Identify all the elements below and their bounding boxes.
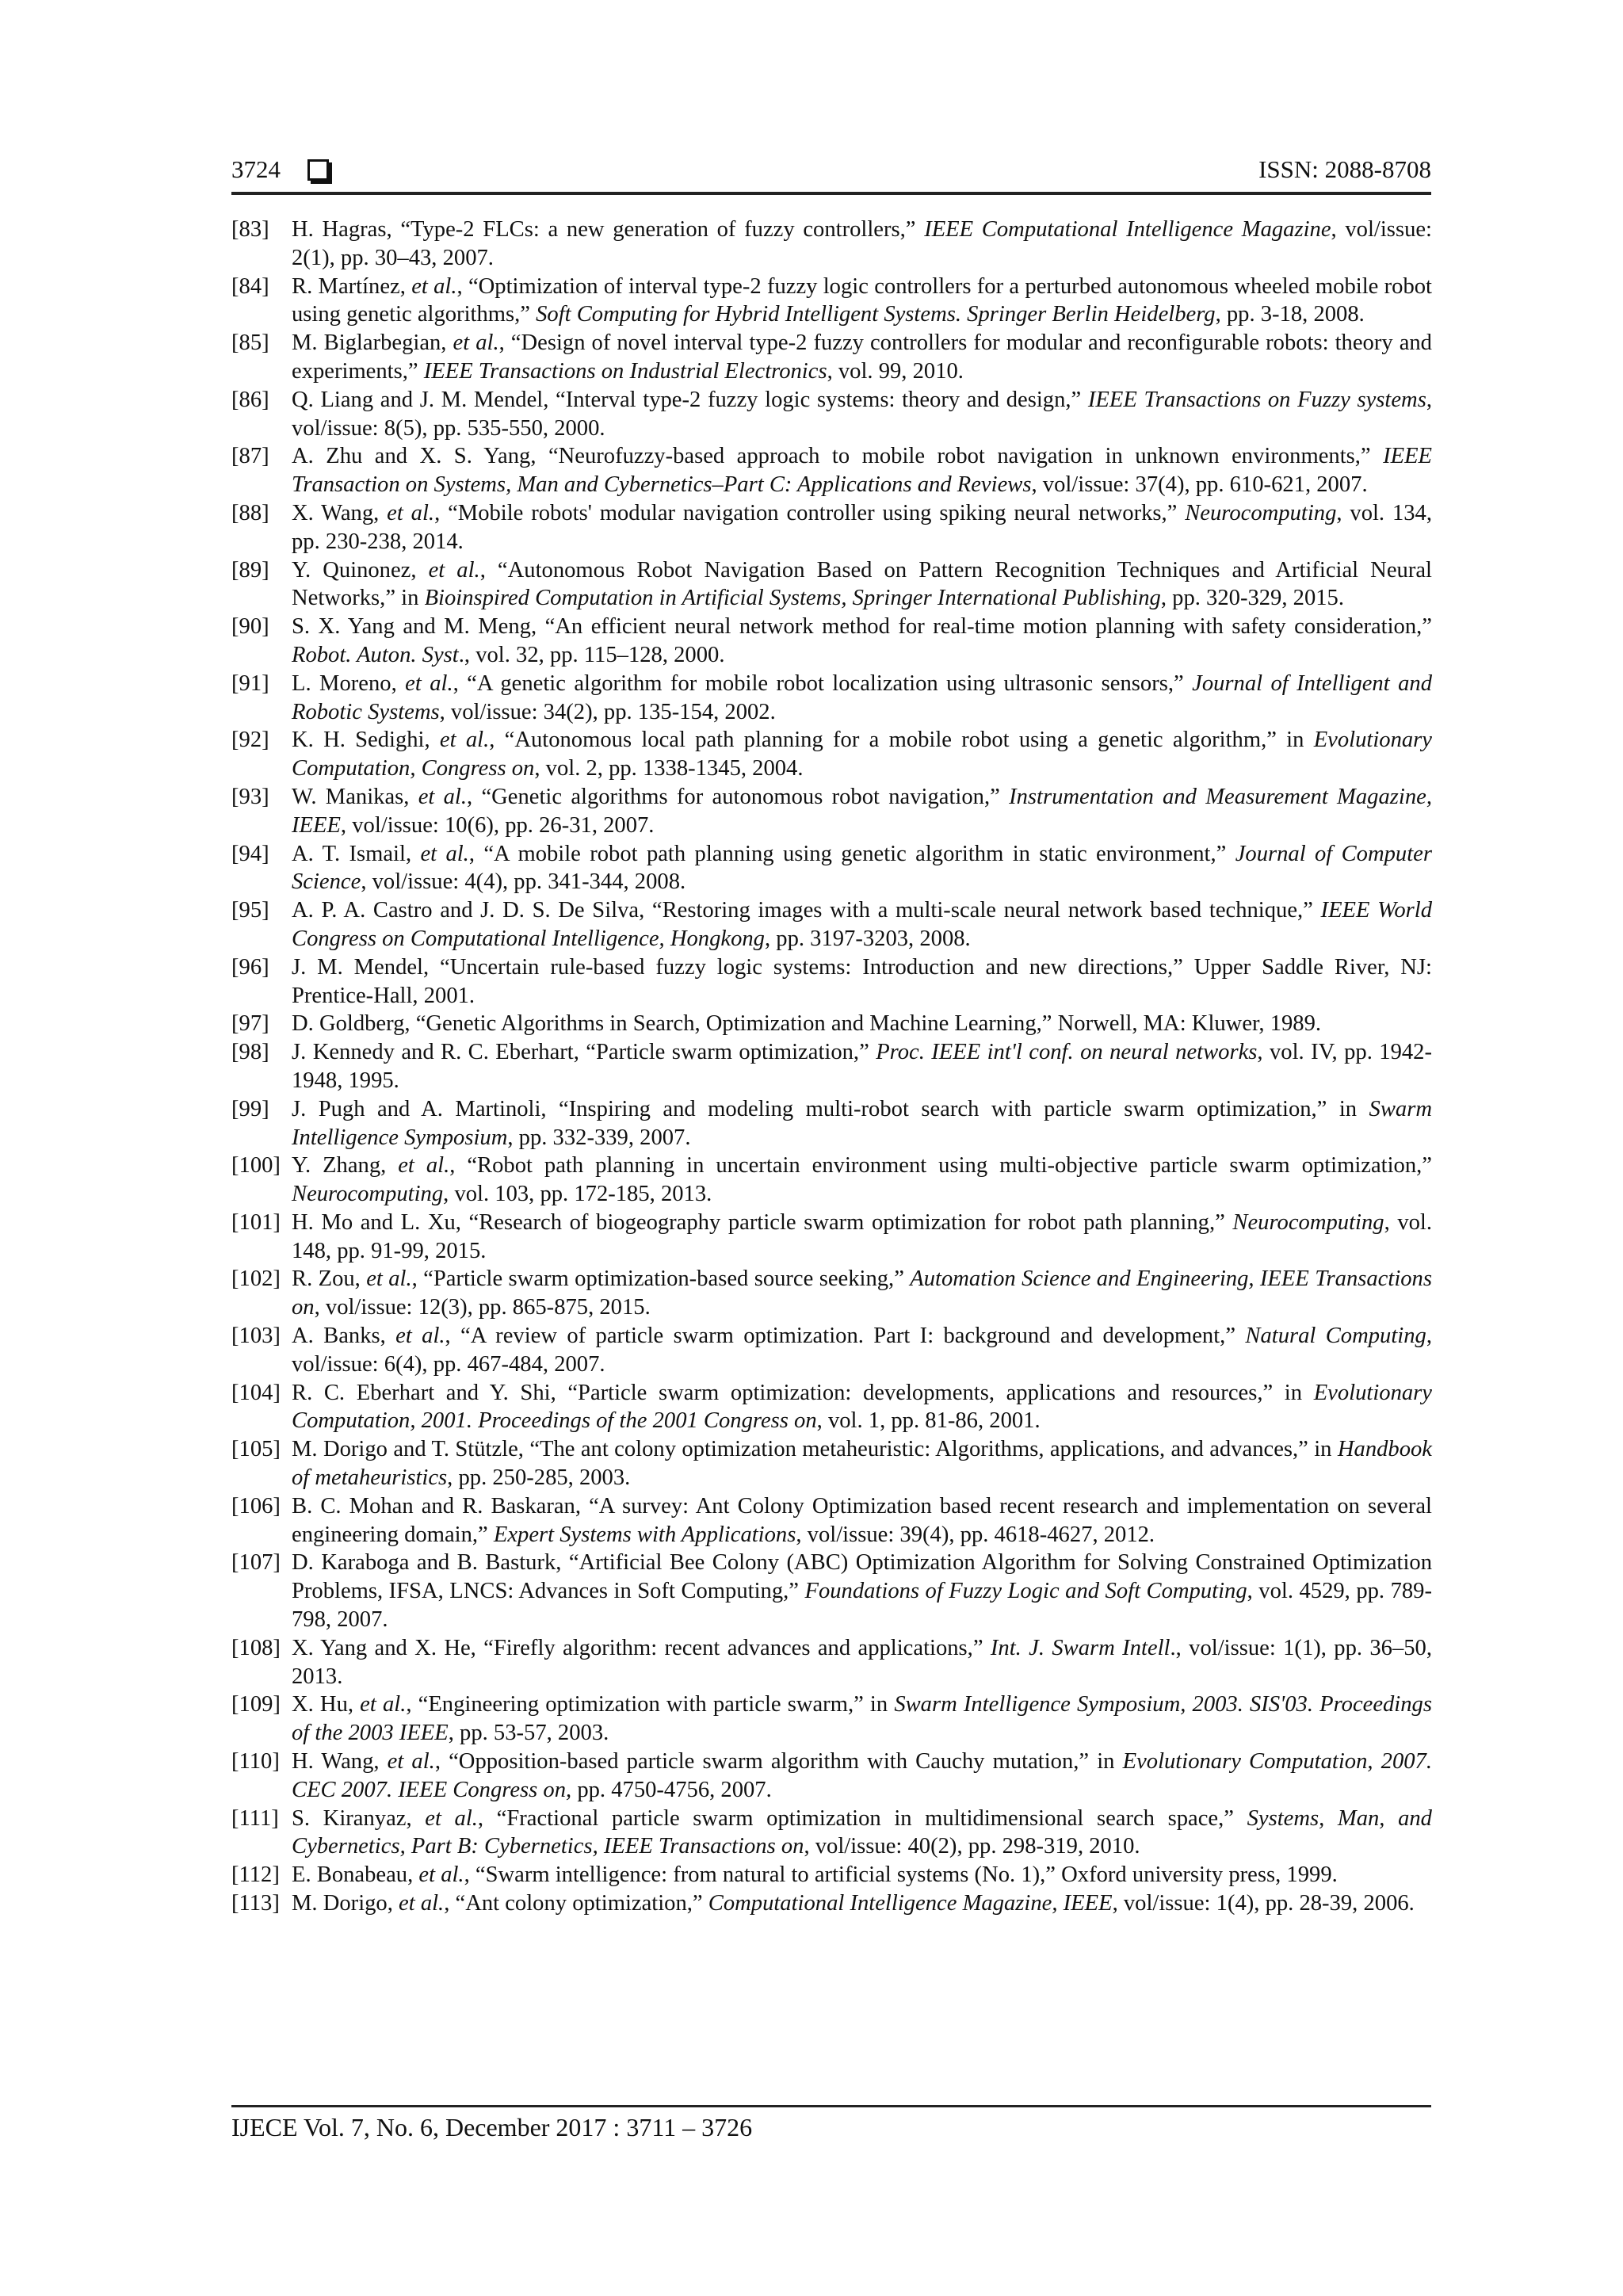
reference-text-segment: S. X. Yang and M. Meng, “An efficient neural network method for real-time motion planning with safety consideration,” bbox=[292, 614, 1432, 640]
reference-item bbox=[231, 1549, 1432, 1633]
reference-text-segment: X. Yang and X. He, “Firefly algorithm: recent advances and applications,” bbox=[292, 1635, 991, 1660]
reference-text-segment: , “A mobile robot path planning using genetic algorithm in static environment,” bbox=[468, 841, 1235, 866]
reference-text-segment: , vol. IV, pp. 1942-1948, 1995. bbox=[292, 1040, 1432, 1093]
reference-text-segment: Y. Quinonez, bbox=[292, 557, 429, 583]
reference-text-segment: , vol/issue: 40(2), pp. 298-319, 2010. bbox=[804, 1834, 1140, 1859]
reference-list bbox=[231, 216, 1432, 1918]
reference-text-segment: , vol/issue: 39(4), pp. 4618-4627, 2012. bbox=[796, 1522, 1155, 1547]
reference-text bbox=[292, 1095, 1432, 1152]
reference-source-italic: Neurocomputing bbox=[292, 1182, 444, 1207]
reference-source-italic: Swarm Intelligence Symposium, 2003. SIS'03. Proceedings of the 2003 IEEE bbox=[292, 1692, 1432, 1746]
reference-number: [95] bbox=[231, 898, 269, 923]
reference-text-segment: , vol/issue: 2(1), pp. 30–43, 2007. bbox=[292, 217, 1432, 270]
reference-number: [99] bbox=[231, 1096, 269, 1121]
reference-number: [86] bbox=[231, 387, 269, 412]
reference-number: [88] bbox=[231, 500, 269, 525]
reference-item bbox=[231, 1322, 1432, 1379]
reference-text-segment: B. C. Mohan and R. Baskaran, “A survey: Ant Colony Optimization based recent research and implementation on several engineering domain,” bbox=[292, 1493, 1432, 1547]
reference-text bbox=[292, 386, 1432, 443]
reference-item bbox=[231, 613, 1432, 670]
reference-text-segment: , “Genetic algorithms for autonomous robot navigation,” bbox=[467, 784, 1010, 809]
checkbox-square-icon bbox=[307, 159, 329, 181]
reference-text-segment: A. Banks, bbox=[292, 1324, 396, 1349]
reference-item bbox=[231, 1492, 1432, 1549]
reference-text-segment: , “Autonomous Robot Navigation Based on Pattern Recognition Techniques and Artificial Neural Networks,” in bbox=[292, 557, 1432, 611]
reference-item bbox=[231, 1209, 1432, 1266]
reference-text-segment: , “Opposition-based particle swarm algorithm with Cauchy mutation,” in bbox=[434, 1749, 1123, 1775]
reference-text-segment: , vol. 134, pp. 230-238, 2014. bbox=[292, 500, 1432, 554]
reference-item bbox=[231, 1265, 1432, 1322]
reference-text-segment: A. Zhu and X. S. Yang, “Neurofuzzy-based approach to mobile robot navigation in unknown environments,” bbox=[292, 444, 1384, 469]
reference-text bbox=[292, 1492, 1432, 1549]
reference-text-segment: H. Mo and L. Xu, “Research of biogeography particle swarm optimization for robot path planning,” bbox=[292, 1209, 1233, 1235]
reference-number: [93] bbox=[231, 784, 269, 809]
reference-source-italic: et al. bbox=[399, 1891, 445, 1916]
reference-source-italic: IEEE Transaction on Systems, Man and Cybernetics–Part C: Applications and Reviews bbox=[292, 444, 1432, 498]
reference-item bbox=[231, 840, 1432, 897]
reference-text-segment: , vol. 99, 2010. bbox=[827, 358, 964, 384]
reference-source-italic: et al. bbox=[405, 670, 453, 696]
reference-source-italic: et al. bbox=[387, 500, 435, 525]
reference-item bbox=[231, 1690, 1432, 1748]
reference-number: [98] bbox=[231, 1040, 269, 1065]
reference-source-italic: Instrumentation and Measurement Magazine, IEEE bbox=[292, 784, 1432, 838]
reference-source-italic: Bioinspired Computation in Artificial Systems, Springer International Publishing bbox=[424, 586, 1161, 611]
reference-number: [83] bbox=[231, 217, 269, 242]
reference-item bbox=[231, 1379, 1432, 1436]
reference-text-segment: , vol/issue: 1(4), pp. 28-39, 2006. bbox=[1112, 1891, 1415, 1916]
reference-text-segment: , pp. 320-329, 2015. bbox=[1160, 586, 1344, 611]
reference-source-italic: Computational Intelligence Magazine, IEEE bbox=[708, 1891, 1113, 1916]
reference-text-segment: pp. 4750-4756, 2007. bbox=[571, 1777, 772, 1802]
reference-text bbox=[292, 1152, 1432, 1209]
reference-number: [112] bbox=[231, 1862, 280, 1888]
reference-text bbox=[292, 670, 1432, 727]
reference-text-segment: ., vol/issue: 1(1), pp. 36–50, 2013. bbox=[292, 1635, 1433, 1689]
reference-text-segment: , vol. 1, pp. 81-86, 2001. bbox=[816, 1408, 1041, 1434]
reference-source-italic: et al. bbox=[395, 1324, 445, 1349]
reference-number: [113] bbox=[231, 1891, 280, 1916]
reference-text-segment: , vol/issue: 4(4), pp. 341-344, 2008. bbox=[361, 869, 686, 895]
reference-text-segment: W. Manikas, bbox=[292, 784, 418, 809]
reference-text-segment: D. Karaboga and B. Basturk, “Artificial Bee Colony (ABC) Optimization Algorithm for Solving Constrained Optimization Problems, IFSA, LNCS: Advances in Soft Computing,” bbox=[292, 1550, 1432, 1604]
reference-number: [85] bbox=[231, 330, 269, 356]
reference-item bbox=[231, 273, 1432, 330]
reference-item bbox=[231, 1805, 1432, 1862]
reference-text bbox=[292, 840, 1432, 897]
reference-item bbox=[231, 670, 1432, 727]
reference-source-italic: Neurocomputing bbox=[1232, 1209, 1384, 1235]
reference-text bbox=[292, 1435, 1432, 1492]
reference-text bbox=[292, 1690, 1432, 1748]
reference-number: [84] bbox=[231, 273, 269, 299]
reference-item bbox=[231, 1038, 1432, 1095]
reference-item bbox=[231, 1095, 1432, 1152]
reference-source-italic: IEEE Computational Intelligence Magazine bbox=[924, 217, 1331, 242]
reference-text-segment: , “Design of novel interval type-2 fuzzy controllers for modular and reconfigurable robots: theory and experiments,” bbox=[292, 330, 1432, 384]
reference-source-italic: Automation Science and Engineering, IEEE Transactions on bbox=[292, 1266, 1432, 1320]
reference-source-italic: Journal of Computer Science bbox=[292, 841, 1432, 895]
reference-text-segment: , “Ant colony optimization,” bbox=[444, 1891, 708, 1916]
reference-number: [107] bbox=[231, 1550, 281, 1576]
reference-text-segment: X. Hu, bbox=[292, 1692, 361, 1717]
reference-text-segment: , vol/issue: 12(3), pp. 865-875, 2015. bbox=[314, 1295, 651, 1320]
reference-source-italic: Evolutionary Computation, Congress on bbox=[292, 728, 1432, 781]
reference-item bbox=[231, 1435, 1432, 1492]
reference-text-segment: , “Mobile robots' modular navigation controller using spiking neural networks,” bbox=[434, 500, 1186, 525]
reference-source-italic: et al. bbox=[360, 1692, 407, 1717]
reference-text bbox=[292, 1889, 1432, 1918]
reference-text bbox=[292, 1861, 1432, 1889]
reference-source-italic: Foundations of Fuzzy Logic and Soft Computing bbox=[804, 1579, 1247, 1604]
issn-label: ISSN: 2088-8708 bbox=[1258, 155, 1431, 183]
reference-text-segment: , pp. 3-18, 2008. bbox=[1215, 302, 1365, 327]
reference-source-italic: Handbook of metaheuristics bbox=[292, 1437, 1432, 1491]
reference-source-italic: Soft Computing for Hybrid Intelligent Systems. Springer Berlin Heidelberg bbox=[536, 302, 1216, 327]
reference-number: [103] bbox=[231, 1324, 281, 1349]
reference-source-italic: IEEE Transactions on Industrial Electronics bbox=[423, 358, 827, 384]
reference-text bbox=[292, 726, 1432, 783]
reference-source-italic: Neurocomputing bbox=[1185, 500, 1337, 525]
reference-number: [110] bbox=[231, 1749, 280, 1775]
reference-text-segment: , vol. 148, pp. 91-99, 2015. bbox=[292, 1209, 1433, 1263]
reference-source-italic: Systems, Man, and Cybernetics, Part B: Cybernetics, IEEE Transactions on bbox=[292, 1805, 1432, 1859]
reference-text bbox=[292, 896, 1432, 953]
reference-item bbox=[231, 1861, 1432, 1889]
reference-text-segment: M. Dorigo and T. Stützle, “The ant colony optimization metaheuristic: Algorithms, applications, and advances,” in bbox=[292, 1437, 1338, 1462]
reference-text-segment: , “Optimization of interval type-2 fuzzy logic controllers for a perturbed autonomous wheeled mobile robot using genetic algorithms,” bbox=[292, 273, 1432, 327]
reference-text-segment: E. Bonabeau, bbox=[292, 1862, 419, 1888]
reference-text bbox=[292, 1038, 1432, 1095]
reference-text-segment: J. M. Mendel, “Uncertain rule-based fuzzy logic systems: Introduction and new directions,” Upper Saddle River, NJ: Prentice-Hall, 2001. bbox=[292, 954, 1432, 1008]
reference-number: [105] bbox=[231, 1437, 281, 1462]
reference-number: [92] bbox=[231, 728, 269, 753]
reference-text-segment: , vol/issue: 34(2), pp. 135-154, 2002. bbox=[439, 699, 776, 724]
reference-source-italic: et al. bbox=[420, 841, 469, 866]
reference-text-segment: , vol. 103, pp. 172-185, 2013. bbox=[443, 1182, 712, 1207]
reference-text-segment: Q. Liang and J. M. Mendel, “Interval type-2 fuzzy logic systems: theory and design,” bbox=[292, 387, 1088, 412]
reference-text-segment: , pp. 53-57, 2003. bbox=[448, 1721, 609, 1746]
reference-item bbox=[231, 442, 1432, 499]
reference-number: [101] bbox=[231, 1209, 281, 1235]
reference-item bbox=[231, 499, 1432, 556]
reference-text-segment: D. Goldberg, “Genetic Algorithms in Search, Optimization and Machine Learning,” Norwell, MA: Kluwer, 1989. bbox=[292, 1011, 1322, 1037]
reference-text-segment: , “A review of particle swarm optimization. Part I: background and development,” bbox=[445, 1324, 1246, 1349]
reference-source-italic: Expert Systems with Applications bbox=[493, 1522, 796, 1547]
page-number: 3724 bbox=[231, 155, 281, 183]
reference-number: [106] bbox=[231, 1493, 281, 1519]
reference-text-segment: J. Kennedy and R. C. Eberhart, “Particle swarm optimization,” bbox=[292, 1040, 876, 1065]
reference-text bbox=[292, 1322, 1432, 1379]
reference-text-segment: , vol/issue: 10(6), pp. 26-31, 2007. bbox=[340, 812, 655, 838]
reference-text-segment: , “Particle swarm optimization-based source seeking,” bbox=[411, 1266, 911, 1292]
reference-text-segment: R. Zou, bbox=[292, 1266, 367, 1292]
reference-text-segment: H. Hagras, “Type-2 FLCs: a new generation of fuzzy controllers,” bbox=[292, 217, 925, 242]
reference-text bbox=[292, 953, 1432, 1010]
reference-number: [104] bbox=[231, 1380, 281, 1405]
reference-text-segment: , “A genetic algorithm for mobile robot localization using ultrasonic sensors,” bbox=[453, 670, 1193, 696]
reference-item bbox=[231, 726, 1432, 783]
reference-source-italic: et al. bbox=[425, 1805, 478, 1831]
reference-source-italic: Natural Computing bbox=[1245, 1324, 1426, 1349]
reference-number: [102] bbox=[231, 1266, 281, 1292]
reference-source-italic: et al. bbox=[411, 273, 457, 299]
reference-source-italic: Evolutionary Computation, 2007. CEC 2007. IEEE Congress on, bbox=[292, 1749, 1432, 1802]
reference-source-italic: et al. bbox=[418, 784, 468, 809]
reference-source-italic: et al. bbox=[398, 1153, 450, 1179]
reference-item bbox=[231, 386, 1432, 443]
reference-source-italic: et al. bbox=[418, 1862, 464, 1888]
reference-source-italic: Journal of Intelligent and Robotic Systems bbox=[292, 670, 1432, 724]
reference-text bbox=[292, 556, 1432, 613]
reference-text-segment: , “Swarm intelligence: from natural to artificial systems (No. 1),” Oxford university press, 1999. bbox=[464, 1862, 1338, 1888]
reference-text-segment: , pp. 332-339, 2007. bbox=[507, 1125, 691, 1150]
reference-source-italic: Proc. IEEE int'l conf. on neural networks bbox=[876, 1040, 1258, 1065]
reference-text bbox=[292, 783, 1432, 840]
reference-source-italic: et al. bbox=[439, 728, 490, 753]
reference-text bbox=[292, 329, 1432, 386]
reference-item bbox=[231, 556, 1432, 613]
reference-number: [100] bbox=[231, 1153, 281, 1179]
reference-source-italic: IEEE World Congress on Computational Intelligence, Hongkong bbox=[292, 898, 1432, 951]
reference-number: [109] bbox=[231, 1692, 281, 1717]
reference-text bbox=[292, 442, 1432, 499]
reference-source-italic: Swarm Intelligence Symposium bbox=[292, 1096, 1432, 1150]
reference-text-segment: , “Robot path planning in uncertain environment using multi-objective particle swarm optimization,” bbox=[449, 1153, 1432, 1179]
reference-item bbox=[231, 216, 1432, 273]
reference-number: [90] bbox=[231, 614, 269, 640]
reference-number: [89] bbox=[231, 557, 269, 583]
reference-text-segment: , “Fractional particle swarm optimization in multidimensional search space,” bbox=[477, 1805, 1247, 1831]
journal-citation: IJECE Vol. 7, No. 6, December 2017 : 3711 – 3726 bbox=[231, 2113, 753, 2141]
reference-source-italic: Robot. Auton. Syst bbox=[292, 642, 459, 667]
reference-number: [108] bbox=[231, 1635, 281, 1660]
reference-text-segment: J. Pugh and A. Martinoli, “Inspiring and modeling multi-robot search with particle swarm optimization,” in bbox=[292, 1096, 1369, 1121]
reference-text-segment: K. H. Sedighi, bbox=[292, 728, 440, 753]
reference-text-segment: X. Wang, bbox=[292, 500, 388, 525]
reference-text-segment: , vol/issue: 37(4), pp. 610-621, 2007. bbox=[1031, 472, 1368, 498]
reference-text-segment: A. T. Ismail, bbox=[292, 841, 421, 866]
reference-text-segment: , vol. 2, pp. 1338-1345, 2004. bbox=[534, 756, 804, 781]
reference-text bbox=[292, 1379, 1432, 1436]
reference-item bbox=[231, 1152, 1432, 1209]
reference-text bbox=[292, 1010, 1432, 1038]
reference-item bbox=[231, 953, 1432, 1010]
reference-item bbox=[231, 1634, 1432, 1691]
reference-item bbox=[231, 329, 1432, 386]
reference-text-segment: R. Martínez, bbox=[292, 273, 412, 299]
reference-item bbox=[231, 1010, 1432, 1038]
reference-number: [91] bbox=[231, 670, 269, 696]
reference-source-italic: et al. bbox=[387, 1749, 435, 1775]
reference-text bbox=[292, 1748, 1432, 1805]
reference-text-segment: , vol. 4529, pp. 789-798, 2007. bbox=[292, 1579, 1432, 1633]
reference-source-italic: Int. J. Swarm Intell bbox=[990, 1635, 1170, 1660]
reference-number: [94] bbox=[231, 841, 269, 866]
reference-text-segment: , “Autonomous local path planning for a mobile robot using a genetic algorithm,” in bbox=[489, 728, 1314, 753]
reference-source-italic: Evolutionary Computation, 2001. Proceedings of the 2001 Congress on bbox=[292, 1380, 1432, 1434]
reference-text-segment: L. Moreno, bbox=[292, 670, 406, 696]
reference-text bbox=[292, 1805, 1432, 1862]
reference-item bbox=[231, 1889, 1432, 1918]
reference-text-segment: , pp. 250-285, 2003. bbox=[447, 1465, 631, 1491]
reference-text bbox=[292, 1265, 1432, 1322]
reference-text-segment: ., vol. 32, pp. 115–128, 2000. bbox=[458, 642, 725, 667]
reference-number: [111] bbox=[231, 1805, 279, 1831]
page-footer bbox=[231, 2105, 1431, 2141]
reference-text-segment: , vol/issue: 6(4), pp. 467-484, 2007. bbox=[292, 1324, 1432, 1377]
reference-number: [97] bbox=[231, 1011, 269, 1037]
reference-text bbox=[292, 499, 1432, 556]
reference-text-segment: , “Engineering optimization with particle swarm,” in bbox=[406, 1692, 895, 1717]
reference-item bbox=[231, 783, 1432, 840]
reference-text-segment: S. Kiranyaz, bbox=[292, 1805, 426, 1831]
reference-text bbox=[292, 216, 1432, 273]
reference-item bbox=[231, 1748, 1432, 1805]
reference-number: [96] bbox=[231, 954, 269, 980]
reference-text-segment: Y. Zhang, bbox=[292, 1153, 399, 1179]
reference-text bbox=[292, 613, 1432, 670]
reference-text-segment: M. Dorigo, bbox=[292, 1891, 399, 1916]
reference-source-italic: et al. bbox=[428, 557, 480, 583]
reference-text bbox=[292, 1549, 1432, 1633]
reference-number: [87] bbox=[231, 444, 269, 469]
reference-source-italic: IEEE Transactions on Fuzzy systems bbox=[1087, 387, 1426, 412]
reference-text-segment: , vol/issue: 8(5), pp. 535-550, 2000. bbox=[292, 387, 1432, 441]
reference-text-segment: , pp. 3197-3203, 2008. bbox=[764, 926, 971, 951]
reference-text-segment: M. Biglarbegian, bbox=[292, 330, 453, 356]
page-header bbox=[231, 155, 1431, 195]
reference-text-segment: A. P. A. Castro and J. D. S. De Silva, “Restoring images with a multi-scale neural network based technique,” bbox=[292, 898, 1321, 923]
reference-text bbox=[292, 1634, 1432, 1691]
reference-text-segment: H. Wang, bbox=[292, 1749, 388, 1775]
reference-text bbox=[292, 1209, 1432, 1266]
reference-text bbox=[292, 273, 1432, 330]
reference-source-italic: et al. bbox=[453, 330, 499, 356]
reference-source-italic: et al. bbox=[366, 1266, 412, 1292]
reference-text-segment: R. C. Eberhart and Y. Shi, “Particle swarm optimization: developments, applications and resources,” in bbox=[292, 1380, 1314, 1405]
reference-item bbox=[231, 896, 1432, 953]
